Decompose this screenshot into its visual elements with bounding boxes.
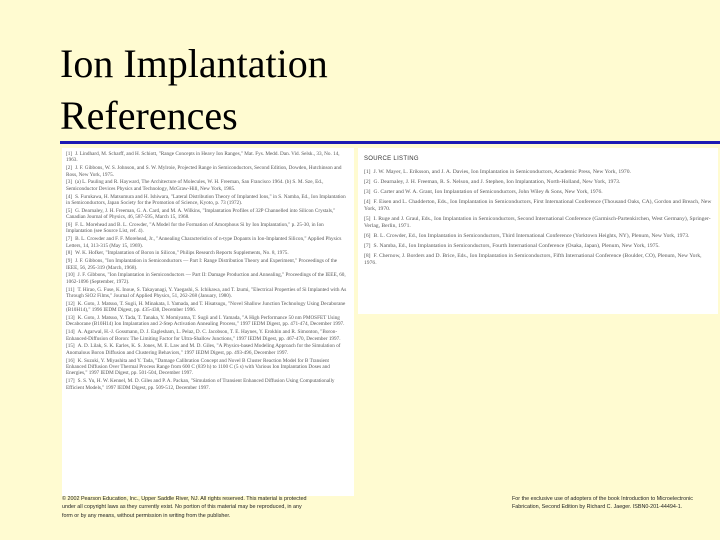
reference-entry xyxy=(364,216,712,230)
reference-number: [4] xyxy=(66,193,73,200)
reference-number: [9] xyxy=(66,258,73,265)
reference-entry xyxy=(66,272,350,285)
reference-number: [15] xyxy=(66,343,75,350)
reference-text: G. Dearnaley, J. H. Freeman, R. S. Nelson, and J. Stephen, Ion Implantation, North-Holland, New York, 1973. xyxy=(373,179,621,185)
reference-entry xyxy=(66,194,350,207)
reference-text: J. W. Mayer, L. Eriksson, and J. A. Davies, Ion Implantation in Semiconductors, Academic Press, New York, 1970. xyxy=(373,169,631,175)
reference-text: F. Eisen and L. Chadderton, Eds., Ion Implantation in Semiconductors, First International Conference (Thousand Oaks, CA), Gordon and Breach, New York, 1970. xyxy=(364,199,712,212)
reference-entry xyxy=(66,165,350,178)
reference-number: [1] xyxy=(66,151,73,157)
reference-number: [7] xyxy=(66,236,73,243)
reference-text: A. Agarwal, H.-J. Gossmann, D. J. Eaglesham, L. Pelaz, D. C. Jacobson, T. E. Haynes, Y. Erokhin and R. Simonton, "Boron-Enhanced-Diffusion of Boron: The Limiting Factor for Ultra-Shallow Junctions," 1997 IEDM Digest, pp. 467-470, December 1997. xyxy=(66,329,341,342)
reference-text: G. Carter and W. A. Grant, Ion Implantation of Semiconductors, John Wiley & Sons, New York, 1976. xyxy=(373,189,603,195)
reference-number: [3] xyxy=(364,189,371,195)
reference-number: [5] xyxy=(66,207,73,214)
reference-number: [4] xyxy=(364,199,371,205)
reference-number: [2] xyxy=(364,179,371,185)
reference-entry xyxy=(66,301,350,314)
reference-entry xyxy=(66,208,350,221)
reference-text: S. Furukawa, H. Matsumura and H. Ishiwara, "Lateral Distribution Theory of Implanted Ions," in S. Namba, Ed., Ion Implantation in Semiconductors, Japan Society for the Promotion of Science, Kyoto, p. 73 (1972). xyxy=(66,193,346,207)
reference-entry xyxy=(66,151,350,164)
source-listing-items xyxy=(364,169,712,267)
source-listing-panel xyxy=(358,148,718,314)
reference-entry xyxy=(364,243,712,250)
reference-text: W. K. Hofker, "Implantation of Boron in Silicon," Philips Research Reports Supplements, No. 8, 1975. xyxy=(75,250,289,257)
reference-entry xyxy=(66,315,350,328)
reference-text: K. Goto, J. Matsuo, T. Sugii, H. Minakata, I. Yamada, and T. Hisatsugu, "Novel Shallow Junction Technology Using Decaborane (B10H14)," 1996 IEDM Digest, pp. 435-438, December 1996. xyxy=(66,300,346,314)
reference-text: J. F. Gibbons, "Ion Implantation in Semiconductors — Part II: Damage Production and Annealing," Proceedings of the IEEE, 60, 1062-1096 (September, 1972). xyxy=(66,272,346,285)
reference-entry xyxy=(364,179,712,186)
source-listing-heading: SOURCE LISTING xyxy=(364,156,419,162)
reference-entry xyxy=(66,378,350,391)
title-divider xyxy=(60,141,720,144)
reference-text: B. L. Crowder, Ed., Ion Implantation in Semiconductors, Third International Conference (Yorktown Heights, NY), Plenum, New York, 1973. xyxy=(373,233,690,239)
reference-number: [6] xyxy=(364,233,371,239)
reference-number: [6] xyxy=(66,222,73,229)
reference-entry xyxy=(66,258,350,271)
reference-text: K. Goto, J. Matsuo, Y. Tada, T. Tanaka, Y. Momiyama, T. Sugii and I. Yamada, "A High Performance 50 nm PMOSFET Using Decaborane (B10H14) Ion Implantation and 2-Step Activation Annealing Process," 1997 IEDM Digest, pp. 471-474, December 1997. xyxy=(66,315,345,328)
slide-title-line-1: Ion Implantation xyxy=(60,41,328,86)
reference-text: B. L. Crowder and F. F. Morehead, Jr., "Annealing Characteristics of n-type Dopants in Ion-Implanted Silicon," Applied Physics Letters, 14, 313-315 (May 15, 1969). xyxy=(66,236,342,249)
slide-title xyxy=(60,38,328,142)
reference-text: G. Dearnaley, J. H. Freeman, G. A. Card, and M. A. Wilkins, "Implantation Profiles of 32P Channelled into Silicon Crystals," Canadian Journal of Physics, 46, 587-595, March 15, 1968. xyxy=(66,207,336,221)
reference-entry xyxy=(364,169,712,176)
reference-number: [17] xyxy=(66,378,75,385)
reference-number: [7] xyxy=(364,243,371,249)
reference-entry xyxy=(66,179,350,192)
reference-entry xyxy=(364,233,712,240)
reference-number: [13] xyxy=(66,315,75,322)
references-column-left xyxy=(62,148,354,496)
reference-entry xyxy=(66,343,350,356)
reference-entry xyxy=(66,222,350,235)
reference-number: [3] xyxy=(66,179,73,186)
reference-number: [1] xyxy=(364,169,371,175)
reference-text: J. F. Gibbons, "Ion Implantation in Semiconductors — Part I: Range Distribution Theory and Experiment," Proceedings of the IEEE, 56, 295-319 (March, 1968). xyxy=(66,258,338,271)
reference-number: [11] xyxy=(66,286,75,293)
reference-text: J. F. Gibbons, W. S. Johnson, and S. W. Mylroie, Projected Range in Semiconductors, Second Edition, Dowden, Hutchinson and Ross, New York, 1975. xyxy=(66,165,342,178)
reference-text: A. D. Lilak, S. K. Earles, K. S. Jones, M. E. Law and M. D. Giles, "A Physics-based Modeling Approach for the Simulation of Anomalous Boron Diffusion and Clustering Behaviors," 1997 IEDM Digest, pp. 493-496, December 1997. xyxy=(66,343,341,356)
reference-text: F. Chernow, J. Borders and D. Brice, Eds., Ion Implantation in Semiconductors, Fifth International Conference (Boulder, CO), Plenum, New York, 1976. xyxy=(364,253,702,266)
copyright-footer: © 2002 Pearson Education, Inc., Upper Saddle River, NJ. All rights reserved. This material is protected under all copyright laws as they currently exist. No portion of this material may be reproduced, in any form or by any means, without permission in writing from the publisher. xyxy=(62,496,307,519)
reference-entry xyxy=(66,329,350,342)
reference-entry xyxy=(364,199,712,213)
reference-number: [2] xyxy=(66,165,73,172)
reference-entry xyxy=(66,236,350,249)
reference-number: [16] xyxy=(66,357,75,364)
reference-entry xyxy=(364,253,712,267)
reference-number: [14] xyxy=(66,329,75,336)
reference-text: I. Ruge and J. Graul, Eds., Ion Implantation in Semiconductors, Second International Conference (Garmisch-Partenkirchen, West Germany), Springer-Verlag, Berlin, 1971. xyxy=(364,216,711,229)
reference-number: [8] xyxy=(364,253,371,259)
reference-text: K. Suzuki, Y. Miyashita and Y. Tada, "Damage Calibration Concept and Novel B Cluster Reaction Model for B Transient Enhanced Diffusion Over Thermal Process Range from 600 C (839 h) to 1100 C (5 s) with Various Ion Implantation Doses and Energies," 1997 IEDM Digest, pp. 501-504, December 1997. xyxy=(66,357,330,377)
reference-text: S. S. Yu, H. W. Kennel, M. D. Giles and P. A. Packan, "Simulation of Transient Enhanced Diffusion Using Computationally Efficient Models," 1997 IEDM Digest, pp. 509-512, December 1997. xyxy=(66,378,335,391)
slide-title-line-2: References xyxy=(60,93,238,138)
reference-entry xyxy=(66,358,350,377)
reference-number: [10] xyxy=(66,272,75,279)
reference-text: (a) L. Pauling and R. Hayward, The Architecture of Molecules, W. H. Freeman, San Francisco 1964. (b) S. M. Sze, Ed., Semiconductor Devices Physics and Technology, McGraw-Hill, New York, 1985. xyxy=(66,179,324,192)
reference-text: F. L. Morehead and B. L. Crowder, "A Model for the Formation of Amorphous Si by Ion Implantation," p. 25-30, in Ion Implantation (see Source List, ref. 4). xyxy=(66,222,324,235)
reference-entry xyxy=(66,287,350,300)
reference-text: T. Hirao, G. Fuse, K. Inoue, S. Takayanagi, Y. Yaegashi, S. Ichikawa, and T. Izumi, "Electrical Properties of Si Implanted with As Through SiO2 Films," Journal of Applied Physics, 51, 262-268 (January, 1980). xyxy=(66,286,347,300)
reference-text: S. Namba, Ed., Ion Implantation in Semiconductors, Fourth International Conference (Osaka, Japan), Plenum, New York, 1975. xyxy=(373,243,660,249)
reference-number: [12] xyxy=(66,300,75,307)
adopters-footer: For the exclusive use of adopters of the book Introduction to Microelectronic Fabrication, Second Edition by Richard C. Jaeger. ISBN0-201-44494-1. xyxy=(512,496,693,511)
reference-entry xyxy=(66,250,350,256)
reference-number: [5] xyxy=(364,216,371,222)
reference-number: [8] xyxy=(66,250,73,257)
reference-text: J. Lindhard, M. Scharff, and H. Schiott, "Range Concepts in Heavy Ion Ranges," Mat. Fys. Medd. Dan. Vid. Selsk., 33, No. 14, 1963. xyxy=(66,151,340,164)
reference-entry xyxy=(364,189,712,196)
